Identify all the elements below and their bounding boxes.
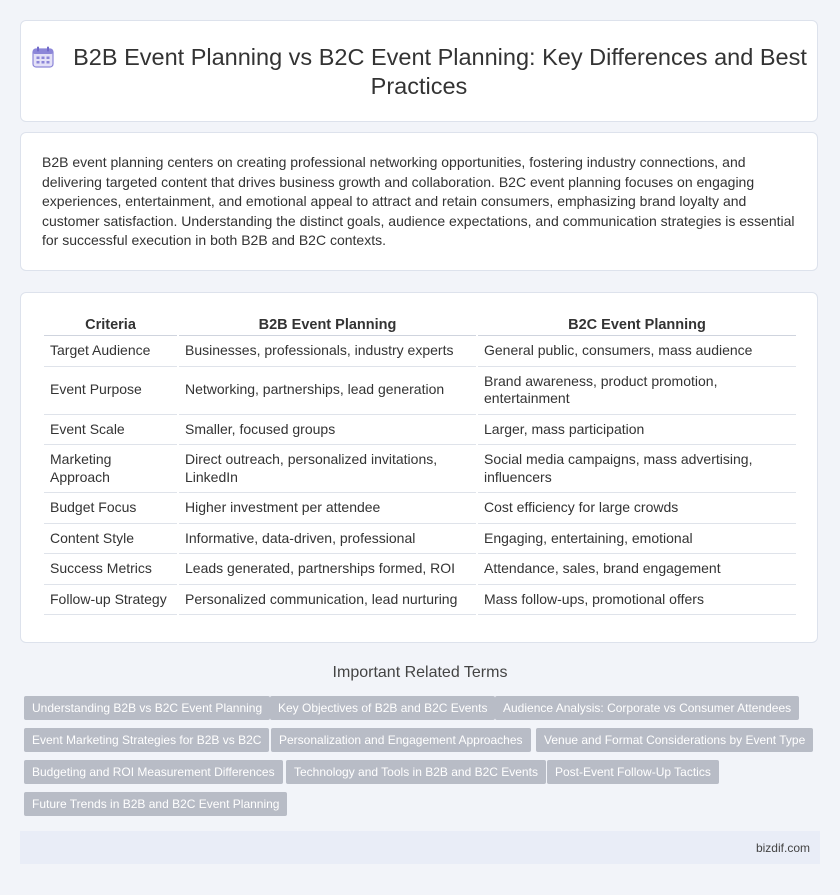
row-b2c: Engaging, entertaining, emotional bbox=[478, 524, 796, 555]
row-b2c: Cost efficiency for large crowds bbox=[478, 493, 796, 524]
comparison-card bbox=[20, 292, 818, 643]
row-b2b: Businesses, professionals, industry experts bbox=[179, 336, 476, 367]
row-b2c: General public, consumers, mass audience bbox=[478, 336, 796, 367]
row-b2b: Smaller, focused groups bbox=[179, 415, 476, 446]
row-b2b: Direct outreach, personalized invitations, LinkedIn bbox=[179, 445, 476, 493]
row-criteria: Follow-up Strategy bbox=[44, 585, 177, 616]
row-b2c: Brand awareness, product promotion, entertainment bbox=[478, 367, 796, 415]
related-term-tag[interactable]: Audience Analysis: Corporate vs Consumer Attendees bbox=[495, 696, 799, 720]
footer bbox=[20, 831, 820, 864]
page-title-wrap bbox=[21, 43, 817, 101]
table-row bbox=[44, 493, 796, 524]
row-b2b: Leads generated, partnerships formed, ROI bbox=[179, 554, 476, 585]
row-b2c: Social media campaigns, mass advertising, influencers bbox=[478, 445, 796, 493]
related-term-tag[interactable]: Venue and Format Considerations by Event Type bbox=[536, 728, 813, 752]
row-b2b: Higher investment per attendee bbox=[179, 493, 476, 524]
table-row bbox=[44, 445, 796, 493]
comparison-table bbox=[42, 314, 798, 615]
table-row bbox=[44, 367, 796, 415]
header-b2c: B2C Event Planning bbox=[478, 314, 796, 336]
related-term-tag[interactable]: Technology and Tools in B2B and B2C Events bbox=[286, 760, 546, 784]
row-b2b: Networking, partnerships, lead generation bbox=[179, 367, 476, 415]
related-term-tag[interactable]: Budgeting and ROI Measurement Differences bbox=[24, 760, 283, 784]
related-term-tag[interactable]: Event Marketing Strategies for B2B vs B2C bbox=[24, 728, 269, 752]
row-b2c: Attendance, sales, brand engagement bbox=[478, 554, 796, 585]
related-term-tag[interactable]: Post-Event Follow-Up Tactics bbox=[547, 760, 719, 784]
row-criteria: Marketing Approach bbox=[44, 445, 177, 493]
intro-paragraph: B2B event planning centers on creating professional networking opportunities, fostering industry connections, and delivering targeted content that drives business growth and collaboration. B2C event planning focuses on engaging experiences, entertainment, and emotional appeal to attract and retain consumers, emphasizing brand loyalty and customer satisfaction. Understanding the distinct goals, audience expectations, and communication strategies is essential for successful execution in both B2B and B2C contexts. bbox=[42, 154, 795, 249]
row-b2b: Personalized communication, lead nurturing bbox=[179, 585, 476, 616]
row-b2c: Mass follow-ups, promotional offers bbox=[478, 585, 796, 616]
table-header-row bbox=[44, 314, 796, 336]
row-criteria: Target Audience bbox=[44, 336, 177, 367]
row-criteria: Content Style bbox=[44, 524, 177, 555]
row-criteria: Budget Focus bbox=[44, 493, 177, 524]
row-criteria: Event Purpose bbox=[44, 367, 177, 415]
row-b2c: Larger, mass participation bbox=[478, 415, 796, 446]
related-term-tag[interactable]: Personalization and Engagement Approaches bbox=[271, 728, 531, 752]
page-title: B2B Event Planning vs B2C Event Planning: Key Differences and Best Practices bbox=[73, 44, 807, 99]
table-row bbox=[44, 585, 796, 616]
row-criteria: Success Metrics bbox=[44, 554, 177, 585]
related-term-tag[interactable]: Key Objectives of B2B and B2C Events bbox=[270, 696, 495, 720]
calendar-icon bbox=[31, 45, 55, 69]
table-row bbox=[44, 524, 796, 555]
title-card bbox=[20, 20, 818, 122]
table-row bbox=[44, 336, 796, 367]
related-term-tag[interactable]: Understanding B2B vs B2C Event Planning bbox=[24, 696, 270, 720]
table-row bbox=[44, 554, 796, 585]
header-criteria: Criteria bbox=[44, 314, 177, 336]
intro-card bbox=[20, 132, 818, 271]
footer-site-link[interactable]: bizdif.com bbox=[755, 841, 810, 855]
related-terms-heading: Important Related Terms bbox=[332, 664, 508, 681]
row-criteria: Event Scale bbox=[44, 415, 177, 446]
table-row bbox=[44, 415, 796, 446]
row-b2b: Informative, data-driven, professional bbox=[179, 524, 476, 555]
related-term-tag[interactable]: Future Trends in B2B and B2C Event Planning bbox=[24, 792, 287, 816]
header-b2b: B2B Event Planning bbox=[179, 314, 476, 336]
